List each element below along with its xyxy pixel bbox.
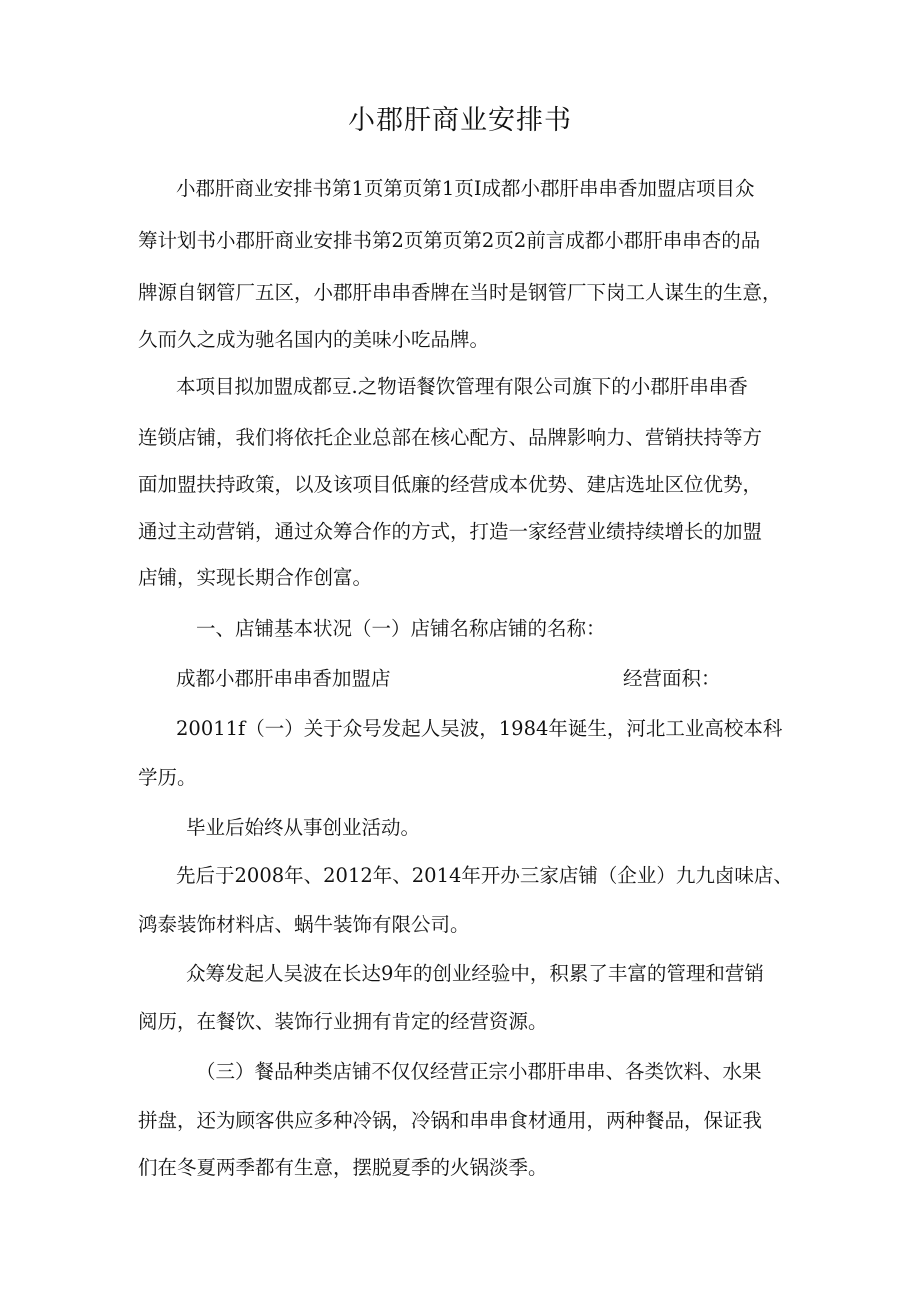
text-line: 筹计划书小郡肝商业安排书第2页第页第2页2前言成都小郡肝串串杏的品 (138, 229, 761, 252)
text-line: 鸿泰装饰材料店、蜗牛装饰有限公司。 (138, 913, 470, 936)
text-line: 通过主动营销，通过众筹合作的方式，打造一家经营业绩持续增长的加盟 (138, 520, 763, 543)
text-line: 毕业后始终从事创业活动。 (186, 816, 421, 839)
text-line: 们在冬夏两季都有生意，摆脱夏季的火锅淡季。 (138, 1156, 548, 1179)
text-line: 久而久之成为驰名国内的美味小吃品牌。 (138, 328, 490, 351)
text-line: 连锁店铺，我们将依托企业总部在核心配方、品牌影响力、营销扶持等方 (138, 426, 763, 449)
text-line: 店铺，实现长期合作创富。 (138, 566, 373, 589)
text-line: 学历。 (138, 766, 197, 789)
text-line: 先后于2008年、2012年、2014年开办三家店铺（企业）九九卤味店、 (176, 864, 793, 887)
store-name-text: 成都小郡肝串串香加盟店 (176, 667, 391, 690)
business-area-label: 经营面积： (623, 667, 721, 690)
text-line: 众筹发起人吴波在长达9年的创业经验中，积累了丰富的管理和营销 (186, 962, 764, 985)
text-line: 牌源自钢管厂五区，小郡肝串串香牌在当时是钢管厂下岗工人谋生的生意， (138, 281, 782, 304)
section-heading: 一、店铺基本状况（一）店铺名称店铺的名称： (196, 617, 606, 640)
document-title: 小郡肝商业安排书 (348, 105, 572, 136)
text-line: 20011f（一）关于众号发起人吴波，1984年诞生，河北工业高校本科 (176, 717, 783, 740)
text-line: 本项目拟加盟成都豆.之物语餐饮管理有限公司旗下的小郡肝串串香 (176, 375, 748, 398)
text-line: 小郡肝商业安排书第1页第页第1页I成都小郡肝串串香加盟店项目众 (176, 177, 755, 200)
text-line: （三）餐品种类店铺不仅仅经营正宗小郡肝串串、各类饮料、水果 (196, 1060, 762, 1083)
text-line: 拼盘，还为顾客供应多种冷锅，冷锅和串串食材通用，两种餐品，保证我 (138, 1109, 763, 1132)
text-line: 面加盟扶持政策，以及该项目低廉的经营成本优势、建店选址区位优势， (138, 473, 763, 496)
text-line: 阅历，在餐饮、装饰行业拥有肯定的经营资源。 (138, 1010, 548, 1033)
